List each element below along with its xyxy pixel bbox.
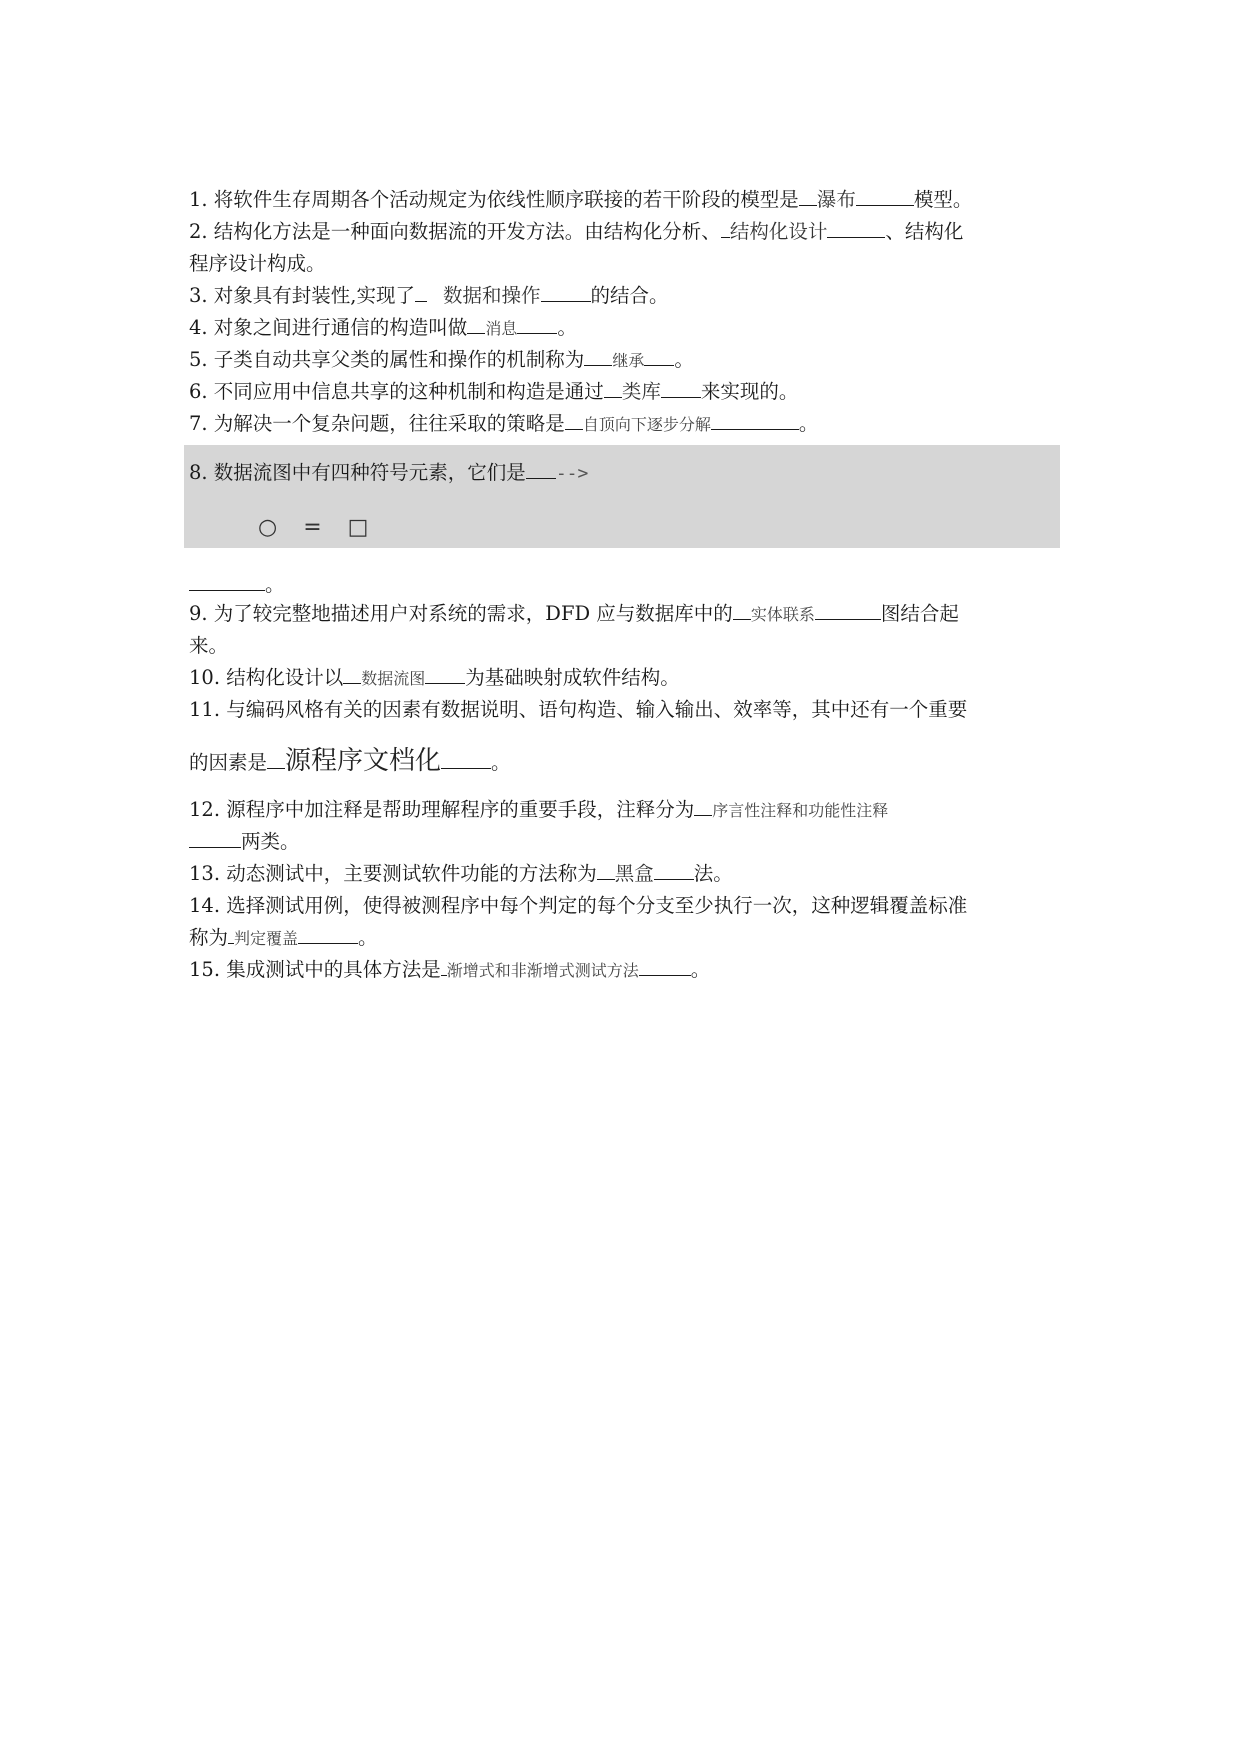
question-7-tail: 。 [798, 412, 819, 435]
question-8 [189, 458, 1064, 489]
question-13-tail: 法。 [693, 862, 733, 885]
equals-symbol: = [303, 515, 322, 540]
question-2-text: 2. 结构化方法是一种面向数据流的开发方法。由结构化分析、 [189, 220, 721, 243]
blank [541, 281, 591, 302]
blank [298, 923, 358, 944]
question-15-tail: 。 [690, 958, 711, 981]
question-12-answer: 序言性注释和功能性注释 [712, 801, 889, 820]
question-6-tail: 来实现的。 [700, 380, 799, 403]
question-9 [189, 599, 1064, 630]
question-9-continuation [189, 631, 1064, 661]
question-4 [189, 313, 1064, 344]
blank [654, 859, 694, 880]
blank [415, 281, 427, 302]
question-14-cont-text: 称为 [189, 926, 229, 949]
question-10-answer: 数据流图 [361, 669, 426, 688]
blank [441, 748, 491, 769]
question-11-text: 11. 与编码风格有关的因素有数据说明、语句构造、输入输出、效率等，其中还有一个重要 [189, 698, 968, 721]
question-11 [189, 695, 1064, 725]
blank [526, 458, 556, 479]
question-4-tail: 。 [557, 316, 577, 339]
question-1 [189, 185, 1064, 215]
question-9-cont-text: 来。 [189, 634, 229, 657]
question-9-tail: 图结合起 [880, 602, 959, 625]
circle-symbol: ○ [258, 515, 278, 540]
question-14-continuation [189, 923, 1064, 954]
question-9-text: 9. 为了较完整地描述用户对系统的需求，DFD 应与数据库中的 [189, 602, 733, 625]
question-7-text: 7. 为解决一个复杂问题，往往采取的策略是 [189, 412, 565, 435]
question-7 [189, 409, 1064, 440]
question-1-tail: 模型。 [913, 188, 973, 211]
question-11-answer: 源程序文档化 [285, 746, 442, 776]
blank [467, 313, 485, 334]
question-10-text: 10. 结构化设计以 [189, 666, 344, 689]
question-4-answer: 消息 [485, 319, 518, 338]
question-2-answer: 结构化设计 [729, 220, 828, 243]
question-10 [189, 663, 1064, 694]
question-5-text: 5. 子类自动共享父类的属性和操作的机制称为 [189, 348, 585, 371]
blank [711, 409, 799, 430]
question-3-text: 3. 对象具有封装性,实现了 [189, 284, 416, 307]
blank [827, 217, 885, 238]
blank [584, 345, 612, 366]
blank [604, 377, 622, 398]
blank [661, 377, 701, 398]
blank [565, 409, 583, 430]
blank [639, 955, 691, 976]
question-12-continuation [189, 827, 1064, 857]
question-1-answer: 瀑布 [816, 188, 856, 211]
question-11-continuation [189, 743, 1064, 781]
question-13-answer: 黑盒 [614, 862, 654, 885]
question-15 [189, 955, 1064, 986]
question-8-tail: 。 [265, 573, 285, 596]
question-9-answer: 实体联系 [750, 605, 815, 624]
blank [189, 827, 241, 848]
blank [189, 570, 265, 591]
blank [815, 599, 881, 620]
question-5-tail: 。 [674, 348, 694, 371]
blank [644, 345, 674, 366]
question-12-text: 12. 源程序中加注释是帮助理解程序的重要手段，注释分为 [189, 798, 695, 821]
blank [425, 663, 465, 684]
question-13-text: 13. 动态测试中，主要测试软件功能的方法称为 [189, 862, 597, 885]
blank [799, 185, 817, 206]
question-2-tail: 、结构化 [885, 220, 964, 243]
question-14-text: 14. 选择测试用例，使得被测程序中每个判定的每个分支至少执行一次，这种逻辑覆盖标准 [189, 894, 968, 917]
question-11-cont-text: 的因素是 [189, 751, 268, 774]
question-5 [189, 345, 1064, 376]
blank [517, 313, 557, 334]
question-13 [189, 859, 1064, 889]
question-12-tail: 两类。 [241, 830, 300, 853]
question-2-cont-text: 程序设计构成。 [189, 252, 326, 275]
question-10-tail: 为基础映射成软件结构。 [465, 666, 680, 689]
blank [267, 748, 285, 769]
question-8-continuation [189, 570, 1064, 600]
square-symbol: □ [347, 515, 369, 540]
question-8-symbols [258, 515, 394, 540]
blank [856, 185, 914, 206]
question-6-text: 6. 不同应用中信息共享的这种机制和构造是通过 [189, 380, 604, 403]
question-7-answer: 自顶向下逐步分解 [582, 415, 711, 434]
arrow-symbol: --> [555, 463, 589, 484]
question-14-answer: 判定覆盖 [234, 929, 299, 948]
question-14-tail: 。 [358, 926, 378, 949]
question-15-answer: 渐增式和非渐增式测试方法 [446, 961, 639, 980]
question-6 [189, 377, 1064, 407]
blank [343, 663, 361, 684]
question-11-tail: 。 [491, 751, 511, 774]
question-5-answer: 继承 [612, 351, 645, 370]
blank [721, 217, 730, 238]
blank [694, 795, 712, 816]
question-3-tail: 的结合。 [590, 284, 669, 307]
blank [597, 859, 615, 880]
question-12 [189, 795, 1064, 826]
question-2-continuation [189, 249, 1064, 279]
question-1-text: 1. 将软件生存周期各个活动规定为依线性顺序联接的若干阶段的模型是 [189, 188, 799, 211]
question-6-answer: 类库 [621, 380, 661, 403]
question-3 [189, 281, 1064, 311]
question-8-text: 8. 数据流图中有四种符号元素，它们是 [189, 461, 526, 484]
question-14 [189, 891, 1064, 921]
question-3-answer: 数据和操作 [443, 284, 541, 307]
blank [733, 599, 751, 620]
question-2 [189, 217, 1064, 247]
question-4-text: 4. 对象之间进行通信的构造叫做 [189, 316, 468, 339]
question-15-text: 15. 集成测试中的具体方法是 [189, 958, 441, 981]
